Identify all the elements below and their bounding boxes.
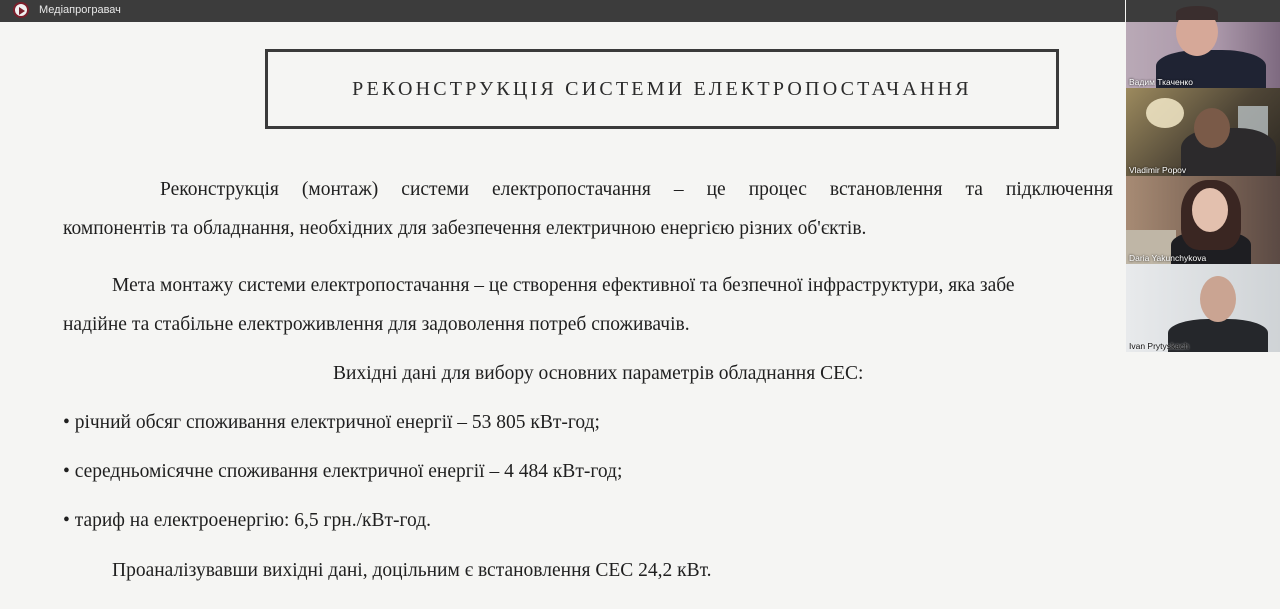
paragraph-1-line-1: Реконструкція (монтаж) системи електропостачання – це процес встановлення та підключення <box>160 179 1113 200</box>
participant-name: Ivan Prytyskach <box>1129 341 1189 351</box>
paragraph-1-line-2: компонентів та обладнання, необхідних для забезпечення електричною енергією різних об'єктів. <box>63 218 867 239</box>
participants-panel <box>1125 0 1280 609</box>
participant-name: Daria Yakunchykova <box>1129 253 1207 263</box>
window-titlebar <box>0 0 1280 22</box>
video-tile[interactable] <box>1126 176 1280 264</box>
paragraph-2-line-1: Мета монтажу системи електропостачання – це створення ефективної та безпечної інфраструктури, яка забе <box>112 275 1015 296</box>
media-player-icon <box>13 2 29 18</box>
slide-title-frame <box>265 49 1059 129</box>
paragraph-2-line-2: надійне та стабільне електроживлення для задоволення потреб споживачів. <box>63 314 690 335</box>
bullet-item: • річний обсяг споживання електричної енергії – 53 805 кВт-год; <box>63 412 600 433</box>
video-tile[interactable] <box>1126 88 1280 176</box>
slide-title: РЕКОНСТРУКЦІЯ СИСТЕМИ ЕЛЕКТРОПОСТАЧАННЯ <box>352 77 972 100</box>
bullet-item: • тариф на електроенергію: 6,5 грн./кВт-год. <box>63 510 432 531</box>
presentation-slide <box>0 22 1125 609</box>
participant-name: Вадим Ткаченко <box>1129 77 1193 87</box>
video-tile[interactable] <box>1126 0 1280 88</box>
participant-face <box>1194 108 1230 148</box>
bullet-item: • середньомісячне споживання електричної енергії – 4 484 кВт-год; <box>63 461 623 482</box>
participant-face <box>1200 276 1236 322</box>
data-subheading: Вихідні дані для вибору основних параметрів обладнання СЕС: <box>333 363 864 384</box>
participant-name: Vladimir Popov <box>1129 165 1187 175</box>
conclusion-text: Проаналізувавши вихідні дані, доцільним є встановлення СЕС 24,2 кВт. <box>112 560 712 581</box>
window-title: Медіапрогравач <box>39 4 121 16</box>
video-tile[interactable] <box>1126 264 1280 352</box>
participant-face <box>1192 188 1228 232</box>
